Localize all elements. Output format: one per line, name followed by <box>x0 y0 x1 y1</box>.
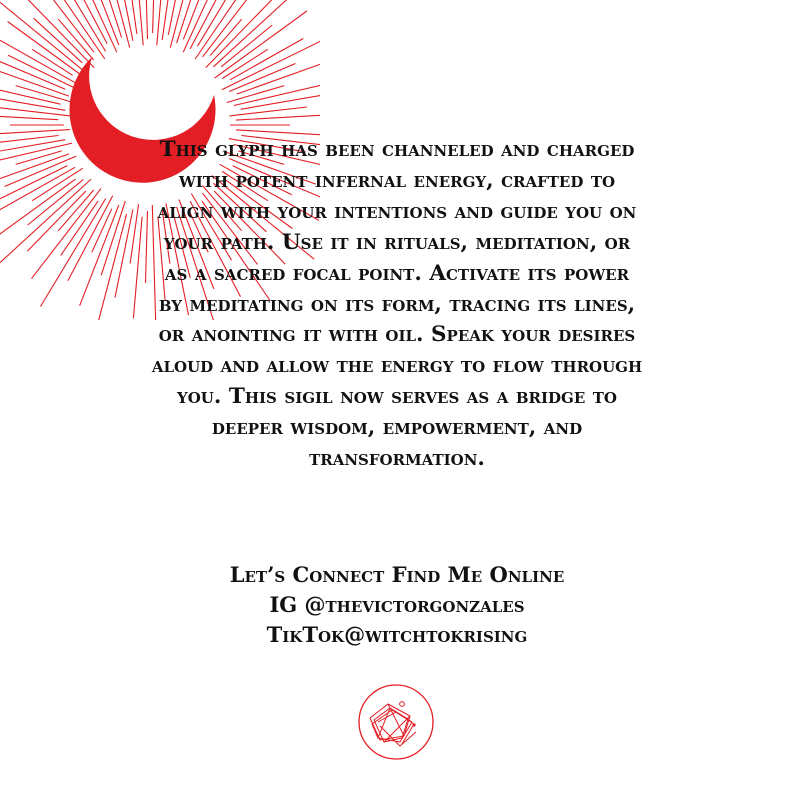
sunburst-ray <box>222 32 320 90</box>
sunburst-ray <box>96 214 127 320</box>
sunburst-ray <box>110 0 130 48</box>
sunburst-ray <box>130 0 137 34</box>
sunburst-ray <box>177 0 199 43</box>
sunburst-ray <box>0 130 70 137</box>
sunburst-ray <box>0 0 83 71</box>
sunburst-ray <box>241 89 320 110</box>
sunburst-ray <box>236 114 320 120</box>
sunburst-ray <box>144 0 148 39</box>
sunburst-ray <box>0 101 71 116</box>
tiktok-handle[interactable]: TikTok@witchtokrising <box>266 622 528 647</box>
connect-heading: Let’s Connect Find Me Online <box>229 562 565 587</box>
sunburst-ray <box>43 0 94 52</box>
sunburst-ray <box>170 0 204 48</box>
instagram-handle[interactable]: IG @thevictorgonzales <box>269 592 525 617</box>
sunburst-ray <box>222 49 267 78</box>
sunburst-ray <box>146 211 148 283</box>
sigil-description: This glyph has been channeled and charged with potent infernal energy, crafted to align with your intentions and guide you on your path. Use it in rituals, meditation, or as a sacred focal point. Activate its power by meditating on its form, tracing its lines, or anointing it with oil. Speak your desires aloud and allow the energy to flow through you. This sigil now serves as a bridge to deeper wisdom, empowerment, and transformation. <box>151 137 643 472</box>
sunburst-ray <box>130 204 139 263</box>
sunburst-ray <box>15 0 94 68</box>
social-connect <box>150 560 644 650</box>
sunburst-ray <box>16 151 62 165</box>
sunburst-ray <box>41 199 106 307</box>
sunburst-ray <box>168 0 185 35</box>
sunburst-ray <box>237 60 320 94</box>
sunburst-ray <box>0 143 72 165</box>
sunburst-ray <box>34 18 83 63</box>
sunburst-ray <box>5 156 77 186</box>
sunburst-ray <box>32 168 82 200</box>
sigil-emblem-icon <box>344 670 448 774</box>
sunburst-ray <box>0 115 58 120</box>
sunburst-ray <box>230 107 308 116</box>
sunburst-ray <box>153 0 155 33</box>
sunburst-ray <box>0 30 75 83</box>
sunburst-ray <box>213 0 306 67</box>
sunburst-ray <box>135 0 143 45</box>
sunburst-ray <box>203 0 269 57</box>
sunburst-ray <box>27 191 86 251</box>
sunburst-ray <box>60 0 108 44</box>
sunburst-ray <box>61 201 98 256</box>
sunburst-ray <box>210 19 242 55</box>
